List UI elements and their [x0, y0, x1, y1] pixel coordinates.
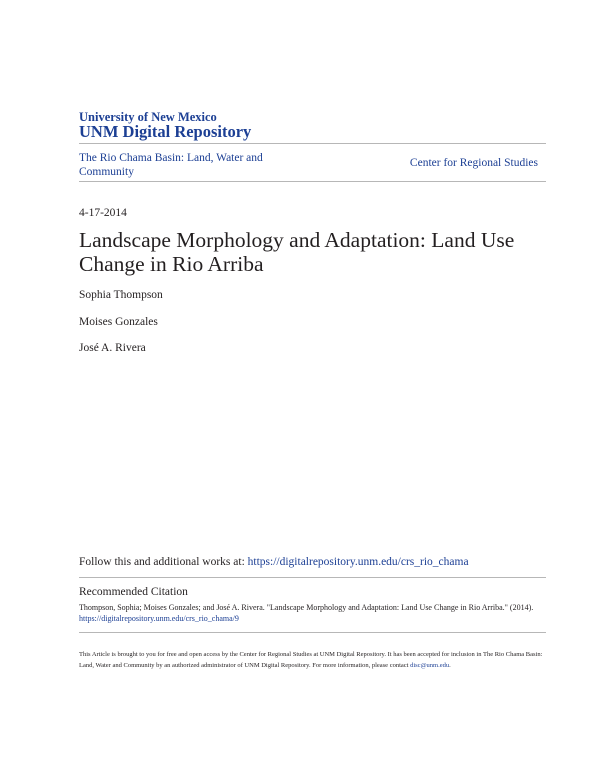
contact-email-link[interactable]: disc@unm.edu: [410, 662, 450, 669]
citation-text: Thompson, Sophia; Moises Gonzales; and José A. Rivera. "Landscape Morphology and Adaptation: Land Use Change in Rio Arriba." (2014).: [79, 603, 534, 612]
author-3: José A. Rivera: [79, 342, 146, 354]
author-1: Sophia Thompson: [79, 289, 163, 301]
center-link[interactable]: Center for Regional Studies: [409, 157, 538, 169]
article-title: Landscape Morphology and Adaptation: Land Use Change in Rio Arriba: [79, 228, 515, 276]
citation-body: [79, 602, 549, 624]
citation-bottom-rule: [79, 632, 546, 633]
citation-link[interactable]: https://digitalrepository.unm.edu/crs_rio_chama/9: [79, 614, 239, 623]
author-2: Moises Gonzales: [79, 316, 158, 328]
citation-heading: Recommended Citation: [79, 586, 188, 598]
university-name[interactable]: University of New Mexico: [79, 110, 217, 124]
notice-text: This Article is brought to you for free and open access by the Center for Regional Studies at UNM Digital Repository. It has been accepted for inclusion in The Rio Chama Basin: Land, Water and Community by an authorized administrator of UNM Digital Repository. For more information, please contact: [79, 651, 543, 669]
series-link[interactable]: The Rio Chama Basin: Land, Water and Community: [79, 152, 263, 178]
follow-link[interactable]: https://digitalrepository.unm.edu/crs_rio_chama: [247, 556, 469, 568]
access-notice: [79, 649, 549, 671]
follow-label: Follow this and additional works at:: [79, 556, 245, 568]
follow-line: [79, 556, 469, 568]
notice-end: .: [449, 662, 451, 669]
citation-top-rule: [79, 577, 546, 578]
header-top-rule: [79, 143, 546, 144]
header-bottom-rule: [79, 181, 546, 182]
publication-date: 4-17-2014: [79, 207, 127, 219]
repository-name[interactable]: UNM Digital Repository: [79, 122, 252, 141]
